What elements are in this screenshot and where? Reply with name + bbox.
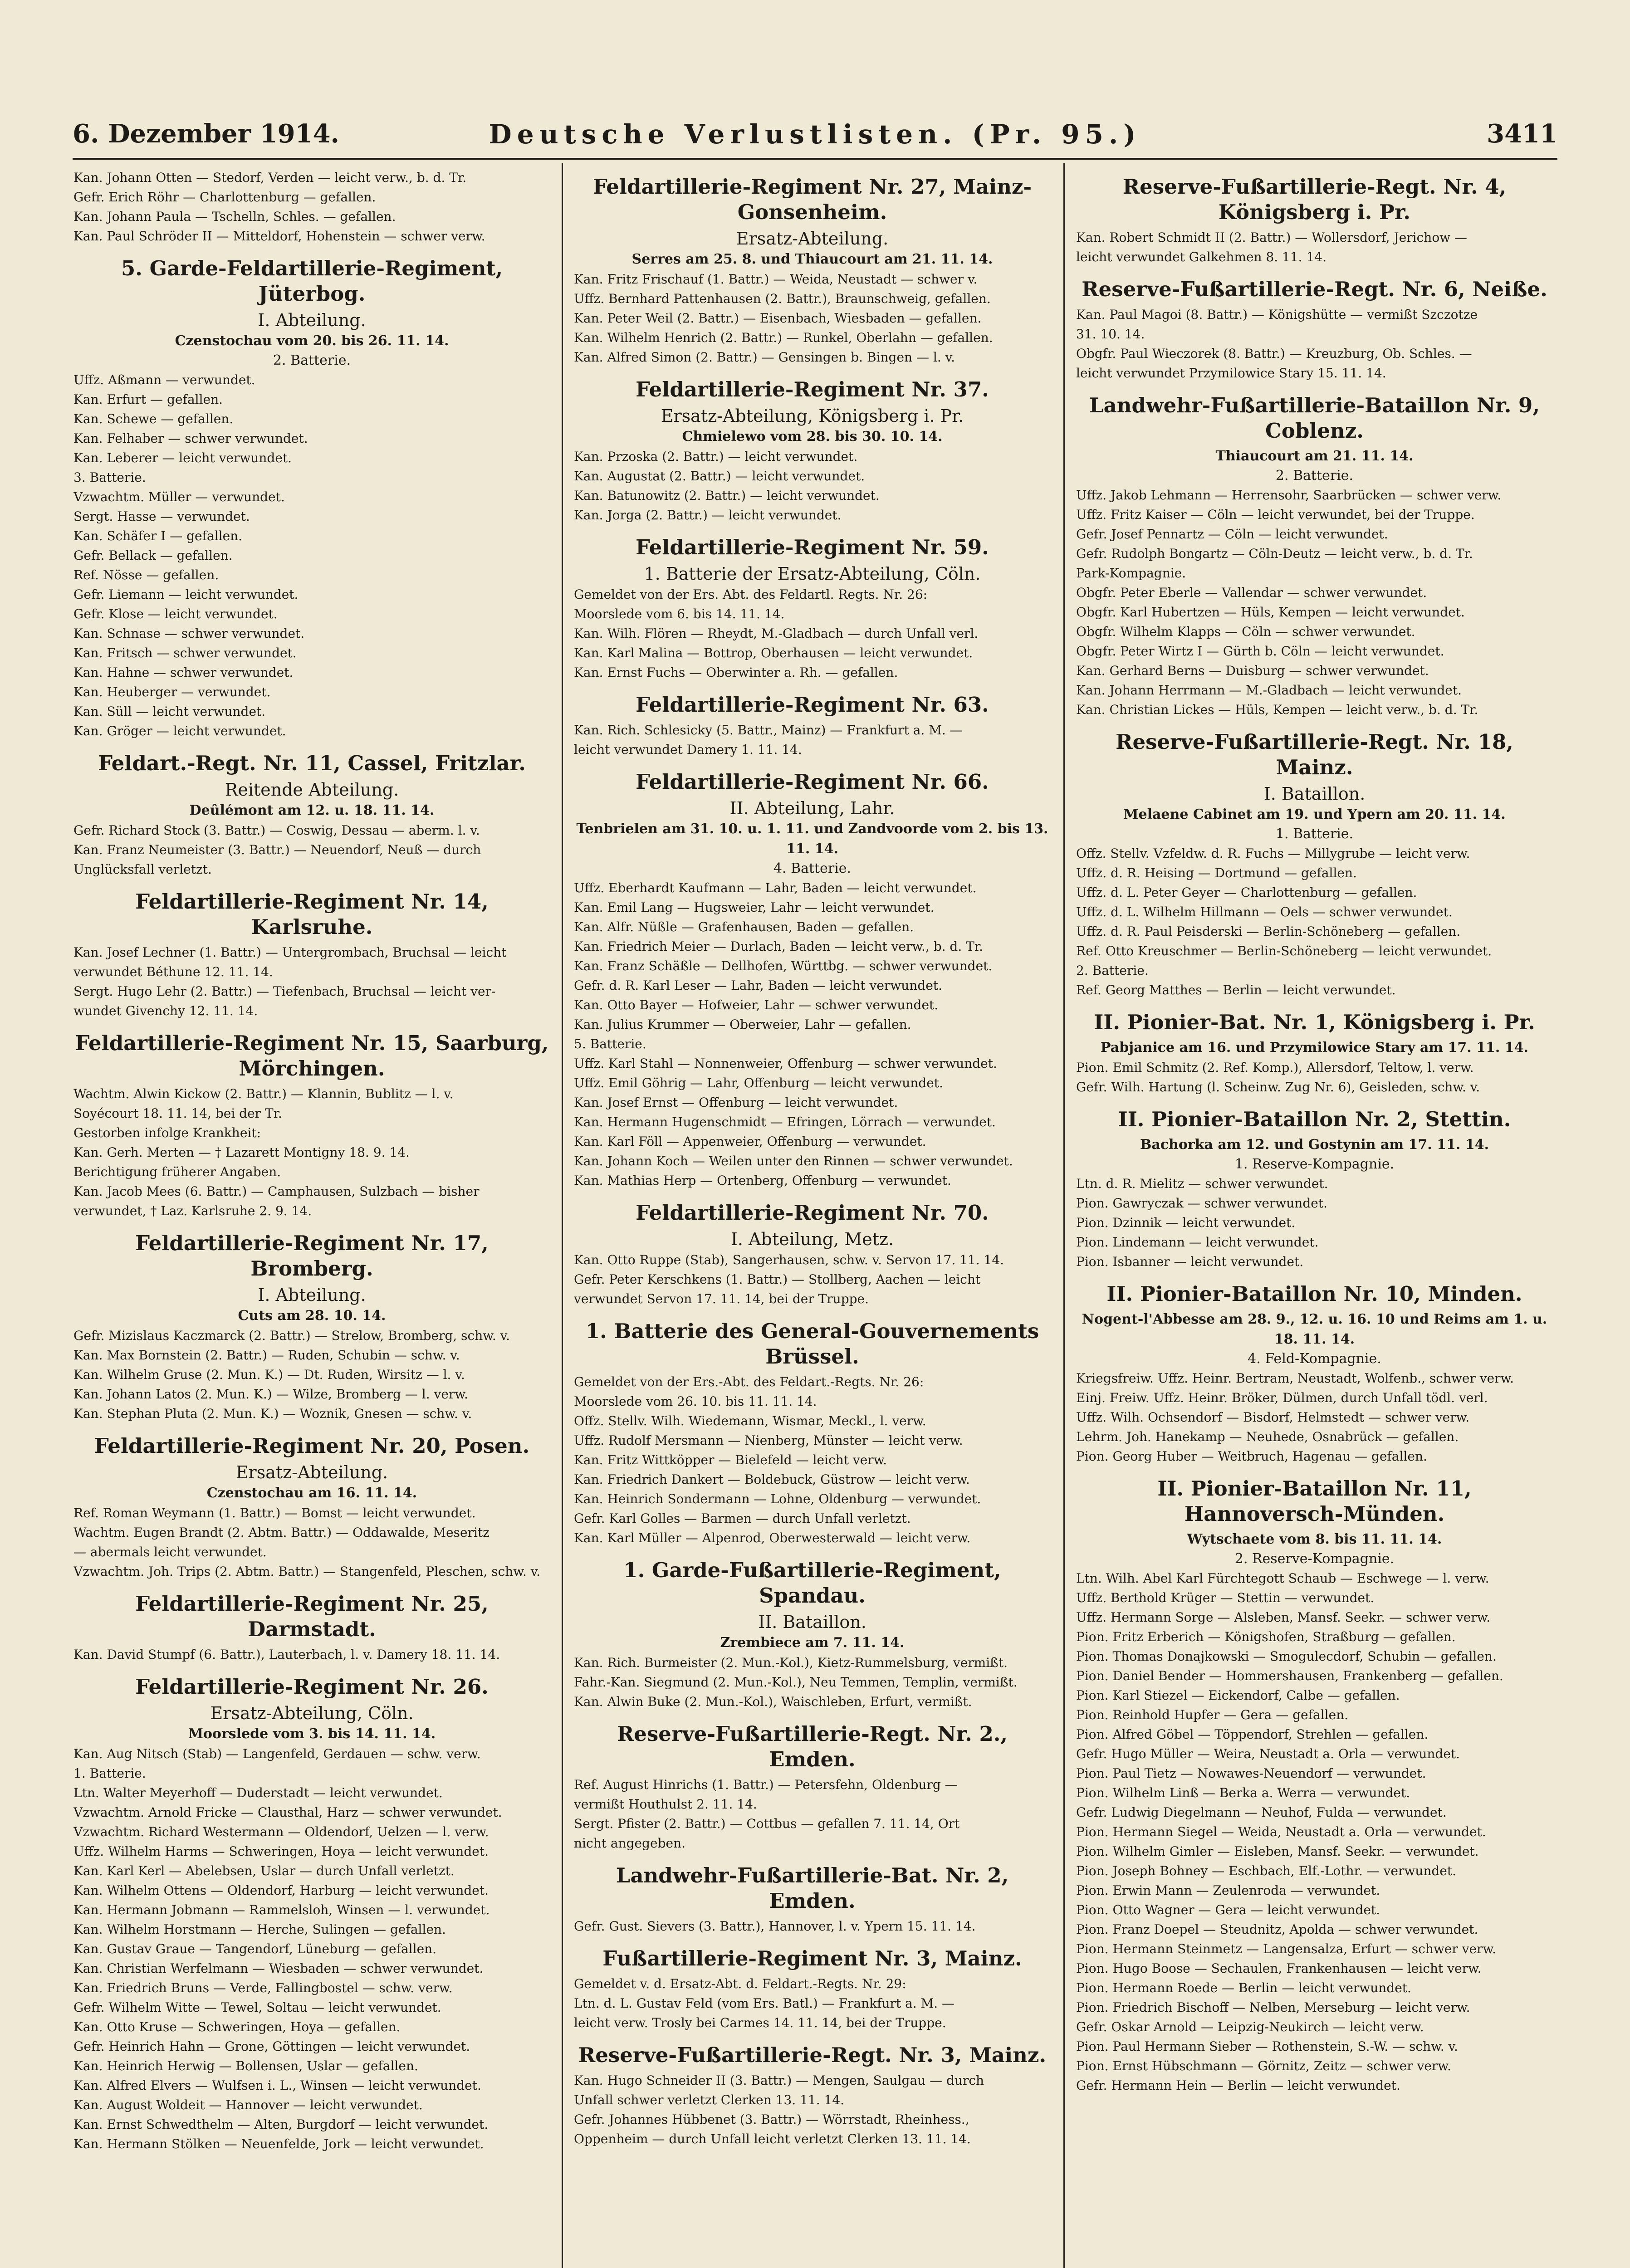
casualty-entry: Kan. Johann Latos (2. Mun. K.) — Wilze, Bromberg — l. verw. — [73, 1387, 468, 1402]
casualty-entry: Ref. Roman Weymann (1. Battr.) — Bomst — leicht verwundet. — [73, 1505, 476, 1520]
section-heading: Reserve-Fußartillerie-Regt. Nr. 3, Mainz. — [578, 2043, 1047, 2067]
section-date-line: Melaene Cabinet am 19. und Ypern am 20. 11. 14. — [1123, 807, 1506, 822]
casualty-entry: leicht verwundet Przymilowice Stary 15. 11. 14. — [1076, 366, 1386, 381]
battery-label: 2. Batterie. — [273, 352, 351, 368]
casualty-entry: verwundet Servon 17. 11. 14, bei der Truppe. — [574, 1291, 869, 1306]
casualty-entry: Pion. Georg Huber — Weitbruch, Hagenau — gefallen. — [1076, 1449, 1427, 1464]
casualty-entry: Kan. August Woldeit — Hannover — leicht verwundet. — [73, 2097, 423, 2112]
casualty-entry: Kan. Augustat (2. Battr.) — leicht verwundet. — [574, 469, 865, 484]
casualty-entry: Pion. Reinhold Hupfer — Gera — gefallen. — [1076, 1707, 1349, 1722]
casualty-entry: Gefr. Heinrich Hahn — Grone, Göttingen — leicht verwundet. — [73, 2039, 470, 2054]
regiment-section — [1075, 1010, 1554, 1097]
casualty-entry: Obgfr. Karl Hubertzen — Hüls, Kempen — leicht verwundet. — [1076, 605, 1465, 620]
casualty-entry: Kan. Josef Ernst — Offenburg — leicht verwundet. — [574, 1095, 898, 1110]
casualty-entry: Uffz. Fritz Kaiser — Cöln — leicht verwundet, bei der Truppe. — [1076, 507, 1475, 522]
section-date-line: Chmielewo vom 28. bis 30. 10. 14. — [682, 429, 943, 445]
casualty-entry: Kan. Erfurt — gefallen. — [73, 392, 223, 407]
casualty-entry: Ref. Otto Kreuschmer — Berlin-Schöneberg — leicht verwundet. — [1076, 943, 1492, 958]
casualty-entry: Pion. Paul Hermann Sieber — Rothenstein, S.-W. — schw. v. — [1076, 2039, 1458, 2054]
section-heading: Reserve-Fußartillerie-Regt. Nr. 6, Neiße. — [1082, 277, 1547, 301]
casualty-entry: Kan. Hermann Jobmann — Rammelsloh, Winsen — l. verwundet. — [73, 1902, 490, 1917]
section-date-line: Cuts am 28. 10. 14. — [238, 1308, 386, 1324]
casualty-entry: Pion. Isbanner — leicht verwundet. — [1076, 1254, 1304, 1269]
casualty-entry: Gefr. Karl Golles — Barmen — durch Unfall verletzt. — [574, 1511, 911, 1526]
casualty-entry: Uffz. d. R. Heising — Dortmund — gefallen. — [1076, 865, 1357, 880]
casualty-entry: Kan. Johann Paula — Tschelln, Schles. — gefallen. — [73, 209, 396, 224]
casualty-entry: Kan. Karl Malina — Bottrop, Oberhausen — leicht verwundet. — [574, 645, 973, 660]
section-heading: Landwehr-Fußartillerie-Bataillon Nr. 9, Coblenz. — [1089, 393, 1540, 443]
casualty-entry: Kan. Ernst Fuchs — Oberwinter a. Rh. — gefallen. — [574, 665, 898, 680]
section-date-line: Deûlémont am 12. u. 18. 11. 14. — [189, 802, 435, 818]
casualty-entry: Gefr. Johannes Hübbenet (3. Battr.) — Wörrstadt, Rheinhess., — [574, 2112, 969, 2127]
casualty-entry: Unglücksfall verletzt. — [73, 862, 212, 877]
regiment-section — [1075, 393, 1554, 719]
casualty-entry: Obgfr. Peter Wirtz I — Gürth b. Cöln — leicht verwundet. — [1076, 644, 1444, 659]
casualty-entry: Uffz. Karl Stahl — Nonnenweier, Offenburg — schwer verwundet. — [574, 1056, 997, 1071]
section-heading: 1. Garde-Fußartillerie-Regiment, Spandau. — [623, 1558, 1001, 1608]
casualty-entry: Pion. Wilhelm Linß — Berka a. Werra — verwundet. — [1076, 1785, 1410, 1800]
casualty-entry: Kan. Gröger — leicht verwundet. — [73, 723, 286, 738]
casualty-entry: Uffz. d. R. Paul Peisderski — Berlin-Schöneberg — gefallen. — [1076, 924, 1461, 939]
casualty-entry: Pion. Otto Wagner — Gera — leicht verwundet. — [1076, 1902, 1380, 1917]
casualty-entry: Gefr. Wilhelm Witte — Tewel, Soltau — leicht verwundet. — [73, 2000, 441, 2015]
casualty-entry: Wachtm. Eugen Brandt (2. Abtm. Battr.) — Oddawalde, Meseritz — [73, 1525, 489, 1540]
casualty-entry: Kan. Batunowitz (2. Battr.) — leicht verwundet. — [574, 488, 880, 503]
casualty-entry: Uffz. Wilh. Ochsendorf — Bisdorf, Helmstedt — schwer verw. — [1076, 1410, 1470, 1425]
casualty-entry: wundet Givenchy 12. 11. 14. — [73, 1003, 258, 1018]
casualty-entry: Pion. Hugo Boose — Sechaulen, Frankenhausen — leicht verw. — [1076, 1961, 1482, 1976]
casualty-entry: Kan. Fritz Wittköpper — Bielefeld — leicht verw. — [574, 1452, 887, 1467]
casualty-entry: Kan. Jacob Mees (6. Battr.) — Camphausen, Sulzbach — bisher — [73, 1184, 480, 1199]
casualty-entry: Kan. Julius Krummer — Oberweier, Lahr — gefallen. — [574, 1017, 911, 1032]
casualty-entry: Kan. Karl Kerl — Abelebsen, Uslar — durch Unfall verletzt. — [73, 1863, 455, 1878]
casualty-entry: Kan. Christian Werfelmann — Wiesbaden — schwer verwundet. — [73, 1961, 484, 1976]
section-heading: Feldartillerie-Regiment Nr. 59. — [636, 535, 989, 559]
casualty-entry: Kan. Ernst Schwedthelm — Alten, Burgdorf — leicht verwundet. — [73, 2117, 489, 2132]
casualty-entry: Uffz. Aßmann — verwundet. — [73, 372, 255, 387]
casualty-entry: Kan. Otto Kruse — Schweringen, Hoya — gefallen. — [73, 2019, 401, 2034]
casualty-entry: Uffz. Wilhelm Harms — Schweringen, Hoya — leicht verwundet. — [73, 1844, 489, 1859]
casualty-entry: Kan. Gustav Graue — Tangendorf, Lüneburg — gefallen. — [73, 1941, 437, 1956]
casualty-entry: Berichtigung früherer Angaben. — [73, 1164, 281, 1179]
casualty-entry: Kan. Alfred Elvers — Wulfsen i. L., Winsen — leicht verwundet. — [73, 2078, 481, 2093]
casualty-entry: Kan. Otto Bayer — Hofweier, Lahr — schwer verwundet. — [574, 997, 939, 1012]
section-heading: 5. Garde-Feldartillerie-Regiment, Jüterbog. — [121, 256, 503, 306]
regiment-section — [573, 377, 1052, 525]
casualty-entry: Pion. Thomas Donajkowski — Smogulecdorf, Schubin — gefallen. — [1076, 1649, 1497, 1664]
regiment-section — [573, 692, 1052, 759]
section-subheading: II. Abteilung, Lahr. — [729, 798, 895, 818]
casualty-entry: Pion. Wilhelm Gimler — Eisleben, Mansf. Seekr. — verwundet. — [1076, 1844, 1479, 1859]
issue-number: (Pr. 95.) — [972, 119, 1141, 150]
section-date-line: Wytschaete vom 8. bis 11. 11. 14. — [1187, 1531, 1442, 1547]
section-subheading: Ersatz-Abteilung, Cöln. — [210, 1703, 414, 1723]
section-date-line: Moorslede vom 3. bis 14. 11. 14. — [188, 1726, 436, 1742]
casualty-entry: Pion. Ernst Hübschmann — Görnitz, Zeitz — schwer verw. — [1076, 2058, 1451, 2073]
casualty-entry: verwundet Béthune 12. 11. 14. — [73, 964, 273, 979]
regiment-section — [573, 174, 1052, 367]
casualty-entry: Uffz. Eberhardt Kaufmann — Lahr, Baden — leicht verwundet. — [574, 880, 977, 895]
section-date-line: Serres am 25. 8. und Thiaucourt am 21. 11. 14. — [631, 251, 993, 267]
casualty-entry: Soyécourt 18. 11. 14, bei der Tr. — [73, 1106, 282, 1121]
casualty-entry: Kan. Franz Neumeister (3. Battr.) — Neuendorf, Neuß — durch — [73, 842, 481, 857]
section-heading: Feldartillerie-Regiment Nr. 25, Darmstadt. — [135, 1592, 489, 1641]
casualty-entry: Kan. Friedrich Meier — Durlach, Baden — leicht verw., b. d. Tr. — [574, 939, 984, 954]
casualty-entry: Moorslede vom 6. bis 14. 11. 14. — [574, 606, 785, 621]
casualty-entry: Gefr. d. R. Karl Leser — Lahr, Baden — leicht verwundet. — [574, 978, 942, 993]
casualty-entry: Pion. Friedrich Bischoff — Nelben, Merseburg — leicht verw. — [1076, 2000, 1470, 2015]
casualty-entry: Gestorben infolge Krankheit: — [73, 1125, 261, 1140]
casualty-entry: Wachtm. Alwin Kickow (2. Battr.) — Klannin, Bublitz — l. v. — [73, 1086, 454, 1101]
casualty-entry: Fahr.-Kan. Siegmund (2. Mun.-Kol.), Neu Temmen, Templin, vermißt. — [574, 1675, 1018, 1690]
section-subheading: I. Abteilung. — [258, 310, 366, 330]
casualty-entry: Kan. Wilhelm Ottens — Oldendorf, Harburg — leicht verwundet. — [73, 1883, 489, 1898]
casualty-entry: Kan. Christian Lickes — Hüls, Kempen — leicht verw., b. d. Tr. — [1076, 702, 1478, 717]
casualty-entry: Pion. Hermann Siegel — Weida, Neustadt a. Orla — verwundet. — [1076, 1824, 1486, 1839]
casualty-entry: Gefr. Hugo Müller — Weira, Neustadt a. Orla — verwundet. — [1076, 1746, 1460, 1761]
section-heading: Reserve-Fußartillerie-Regt. Nr. 2., Emden. — [617, 1722, 1008, 1771]
casualty-entry: Kan. Josef Lechner (1. Battr.) — Untergrombach, Bruchsal — leicht — [73, 945, 507, 960]
regiment-section — [73, 1433, 551, 1581]
casualty-entry: Pion. Alfred Göbel — Töppendorf, Strehlen — gefallen. — [1076, 1727, 1429, 1742]
casualty-entry: leicht verw. Trosly bei Carmes 14. 11. 14, bei der Truppe. — [574, 2015, 946, 2030]
section-heading: Feldartillerie-Regiment Nr. 70. — [636, 1201, 989, 1225]
regiment-section — [1075, 729, 1554, 1000]
casualty-entry: Kan. Rich. Schlesicky (5. Battr., Mainz) — Frankfurt a. M. — — [574, 723, 963, 738]
section-heading: Feldartillerie-Regiment Nr. 63. — [636, 693, 989, 717]
casualty-entry: Kan. Johann Koch — Weilen unter den Rinnen — schwer verwundet. — [574, 1154, 1013, 1168]
section-date-line: Czenstochau am 16. 11. 14. — [206, 1485, 417, 1501]
casualty-entry: vermißt Houthulst 2. 11. 14. — [574, 1797, 757, 1812]
regiment-section — [1075, 277, 1554, 383]
casualty-entry: Kan. Przoska (2. Battr.) — leicht verwundet. — [574, 449, 858, 464]
battery-label: 2. Batterie. — [1275, 468, 1354, 484]
section-heading: II. Pionier-Bataillon Nr. 2, Stettin. — [1118, 1107, 1511, 1131]
casualty-entry: Unfall schwer verletzt Clerken 13. 11. 14. — [574, 2092, 845, 2107]
casualty-entry: Vzwachtm. Müller — verwundet. — [73, 489, 285, 504]
casualty-entry: Kan. Jorga (2. Battr.) — leicht verwundet. — [574, 508, 842, 523]
section-heading: Feldartillerie-Regiment Nr. 20, Posen. — [94, 1434, 530, 1458]
header-rule — [73, 158, 1557, 160]
casualty-entry: Kan. Wilh. Flören — Rheydt, M.-Gladbach — durch Unfall verl. — [574, 626, 979, 641]
section-heading: Feldartillerie-Regiment Nr. 26. — [135, 1675, 489, 1699]
section-subheading: Ersatz-Abteilung. — [736, 229, 889, 249]
battery-label: 4. Batterie. — [773, 860, 852, 876]
regiment-section — [573, 1319, 1052, 1548]
section-heading: Landwehr-Fußartillerie-Bat. Nr. 2, Emden. — [616, 1863, 1009, 1913]
casualty-entry: Pion. Joseph Bohney — Eschbach, Elf.-Lothr. — verwundet. — [1076, 1863, 1457, 1878]
section-heading: Feldartillerie-Regiment Nr. 14, Karlsruhe. — [135, 890, 489, 939]
column-left — [73, 168, 551, 2268]
casualty-entry: Gefr. Bellack — gefallen. — [73, 548, 233, 563]
regiment-section — [1075, 1107, 1554, 1271]
casualty-entry: Pion. Daniel Bender — Hommershausen, Frankenberg — gefallen. — [1076, 1668, 1503, 1683]
casualty-entry: Kan. Johann Herrmann — M.-Gladbach — leicht verwundet. — [1076, 683, 1462, 698]
casualty-entry: Gemeldet von der Ers. Abt. des Feldartl. Regts. Nr. 26: — [574, 587, 928, 602]
casualty-entry: 2. Batterie. — [1076, 963, 1149, 978]
section-heading: Fußartillerie-Regiment Nr. 3, Mainz. — [602, 1946, 1022, 1970]
casualty-entry: Sergt. Pfister (2. Battr.) — Cottbus — gefallen 7. 11. 14, Ort — [574, 1816, 960, 1831]
casualty-entry: 5. Batterie. — [574, 1036, 646, 1051]
section-date-line: Zrembiece am 7. 11. 14. — [720, 1635, 905, 1651]
section-subheading: Ersatz-Abteilung, Königsberg i. Pr. — [661, 406, 964, 426]
section-heading: Feldartillerie-Regiment Nr. 15, Saarburg, Mörchingen. — [75, 1031, 549, 1080]
section-date-line: Tenbrielen am 31. 10. u. 1. 11. und Zandvoorde vom 2. bis 13. 11. 14. — [576, 821, 1048, 857]
casualty-entry: Uffz. d. L. Wilhelm Hillmann — Oels — schwer verwundet. — [1076, 904, 1453, 919]
casualty-entry: nicht angegeben. — [574, 1836, 685, 1851]
casualty-entry: Kan. Peter Weil (2. Battr.) — Eisenbach, Wiesbaden — gefallen. — [574, 311, 982, 326]
casualty-entry: Kan. Paul Magoi (8. Battr.) — Königshütte — vermißt Szczotze — [1076, 307, 1478, 322]
casualty-entry: Gefr. Mizislaus Kaczmarck (2. Battr.) — Strelow, Bromberg, schw. v. — [73, 1328, 510, 1343]
battery-label: 2. Reserve-Kompagnie. — [1234, 1551, 1395, 1567]
casualty-entry: Uffz. d. L. Peter Geyer — Charlottenburg — gefallen. — [1076, 885, 1417, 900]
casualty-entry: Kan. Max Bornstein (2. Battr.) — Ruden, Schubin — schw. v. — [73, 1348, 460, 1363]
casualty-entry: Kan. Paul Schröder II — Mitteldorf, Hohenstein — schwer verw. — [73, 229, 485, 244]
casualty-entry: Sergt. Hasse — verwundet. — [73, 509, 250, 524]
casualty-entry: — abermals leicht verwundet. — [73, 1545, 267, 1559]
section-heading: Feldartillerie-Regiment Nr. 66. — [636, 770, 989, 794]
section-subheading: Ersatz-Abteilung. — [235, 1462, 388, 1482]
section-heading: Feldartillerie-Regiment Nr. 37. — [636, 377, 989, 401]
casualty-entry: Kan. Schnase — schwer verwundet. — [73, 626, 305, 641]
casualty-entry: leicht verwundet Damery 1. 11. 14. — [574, 742, 802, 757]
section-heading: II. Pionier-Bataillon Nr. 10, Minden. — [1106, 1282, 1522, 1306]
casualty-entry: Pion. Emil Schmitz (2. Ref. Komp.), Allersdorf, Teltow, l. verw. — [1076, 1060, 1474, 1075]
casualty-entry: Pion. Karl Stiezel — Eickendorf, Calbe — gefallen. — [1076, 1688, 1400, 1703]
casualty-entry: Lehrm. Joh. Hanekamp — Neuhede, Osnabrück — gefallen. — [1076, 1429, 1459, 1444]
casualty-entry: Gefr. Ludwig Diegelmann — Neuhof, Fulda — verwundet. — [1076, 1805, 1447, 1820]
casualty-entry: Ltn. Walter Meyerhoff — Duderstadt — leicht verwundet. — [73, 1785, 443, 1800]
casualty-entry: Ltn. d. L. Gustav Feld (vom Ers. Batl.) — Frankfurt a. M. — — [574, 1996, 955, 2011]
casualty-entry: Kan. Aug Nitsch (Stab) — Langenfeld, Gerdauen — schw. verw. — [73, 1746, 481, 1761]
casualty-entry: Gemeldet von der Ers.-Abt. des Feldart.-Regts. Nr. 26: — [574, 1374, 924, 1389]
casualty-entry: Kan. Heinrich Herwig — Bollensen, Uslar — gefallen. — [73, 2058, 418, 2073]
casualty-entry: Uffz. Bernhard Pattenhausen (2. Battr.), Braunschweig, gefallen. — [574, 291, 991, 306]
section-date-line: Pabjanice am 16. und Przymilowice Stary am 17. 11. 14. — [1101, 1040, 1528, 1056]
battery-label: 4. Feld-Kompagnie. — [1248, 1351, 1381, 1367]
section-subheading: I. Abteilung. — [258, 1285, 366, 1305]
casualty-entry: Uffz. Rudolf Mersmann — Nienberg, Münster — leicht verw. — [574, 1433, 963, 1448]
casualty-entry: Kan. Robert Schmidt II (2. Battr.) — Wollersdorf, Jerichow — — [1076, 230, 1468, 245]
issue-date: 6. Dezember 1914. — [73, 119, 339, 149]
casualty-entry: Pion. Franz Doepel — Steudnitz, Apolda — schwer verwundet. — [1076, 1922, 1478, 1937]
casualty-entry: Kan. Otto Ruppe (Stab), Sangerhausen, schw. v. Servon 17. 11. 14. — [574, 1252, 1004, 1267]
page-number: 3411 — [1487, 119, 1557, 149]
section-subheading: I. Abteilung, Metz. — [730, 1229, 894, 1249]
casualty-entry: Oppenheim — durch Unfall leicht verletzt Clerken 13. 11. 14. — [574, 2131, 971, 2146]
regiment-section — [73, 889, 551, 1021]
casualty-entry: Park-Kompagnie. — [1076, 566, 1186, 581]
casualty-entry: Uffz. Berthold Krüger — Stettin — verwundet. — [1076, 1590, 1375, 1605]
casualty-entry: Pion. Hermann Roede — Berlin — leicht verwundet. — [1076, 1980, 1411, 1995]
casualty-entry: Kan. Emil Lang — Hugsweier, Lahr — leicht verwundet. — [574, 900, 935, 915]
casualty-entry: Ref. Georg Matthes — Berlin — leicht verwundet. — [1076, 982, 1396, 997]
casualty-entry: Gefr. Wilh. Hartung (l. Scheinw. Zug Nr. 6), Geisleden, schw. v. — [1076, 1080, 1480, 1095]
publication-title — [73, 119, 1557, 150]
casualty-entry: Kan. Schewe — gefallen. — [73, 411, 234, 426]
section-heading: Feldartillerie-Regiment Nr. 17, Bromberg. — [135, 1231, 489, 1281]
section-heading: Feldart.-Regt. Nr. 11, Cassel, Fritzlar. — [98, 751, 526, 775]
casualty-entry: 3. Batterie. — [73, 470, 146, 485]
section-heading: II. Pionier-Bataillon Nr. 11, Hannoversch-Münden. — [1157, 1476, 1472, 1526]
casualty-entry: Kan. Friedrich Bruns — Verde, Fallingbostel — schw. verw. — [73, 1980, 453, 1995]
regiment-section — [73, 1674, 551, 2154]
column-divider — [562, 163, 563, 2268]
casualty-entry: Kan. Schäfer I — gefallen. — [73, 528, 243, 543]
section-date-line: Thiaucourt am 21. 11. 14. — [1215, 448, 1414, 464]
casualty-entry: Vzwachtm. Richard Westermann — Oldendorf, Uelzen — l. verw. — [73, 1824, 489, 1839]
casualty-entry: Moorslede vom 26. 10. bis 11. 11. 14. — [574, 1394, 817, 1409]
casualty-entry: Kan. Gerh. Merten — † Lazarett Montigny 18. 9. 14. — [73, 1145, 410, 1160]
column-middle — [573, 168, 1052, 2268]
section-date-line: Czenstochau vom 20. bis 26. 11. 14. — [175, 333, 449, 349]
casualty-entry: Kan. Stephan Pluta (2. Mun. K.) — Woznik, Gnesen — schw. v. — [73, 1406, 472, 1421]
casualty-entry: Pion. Hermann Steinmetz — Langensalza, Erfurt — schwer verw. — [1076, 1941, 1496, 1956]
casualty-entry: Pion. Erwin Mann — Zeulenroda — verwundet. — [1076, 1883, 1380, 1898]
casualty-entry: Uffz. Hermann Sorge — Alsleben, Mansf. Seekr. — schwer verw. — [1076, 1610, 1491, 1625]
casualty-entry: Kan. Süll — leicht verwundet. — [73, 704, 266, 719]
regiment-section — [573, 2043, 1052, 2149]
section-date-line: Nogent-l'Abbesse am 28. 9., 12. u. 16. 10 und Reims am 1. u. 18. 11. 14. — [1082, 1311, 1547, 1347]
casualty-entry: Sergt. Hugo Lehr (2. Battr.) — Tiefenbach, Bruchsal — leicht ver- — [73, 984, 496, 999]
regiment-section — [573, 1721, 1052, 1853]
casualty-entry: Gefr. Klose — leicht verwundet. — [73, 606, 278, 621]
casualty-entry: Pion. Dzinnik — leicht verwundet. — [1076, 1215, 1296, 1230]
regiment-section — [73, 1231, 551, 1423]
casualty-entry: Ltn. d. R. Mielitz — schwer verwundet. — [1076, 1176, 1328, 1191]
section-heading: Reserve-Fußartillerie-Regt. Nr. 4, Königsberg i. Pr. — [1122, 175, 1507, 224]
casualty-entry: Kan. Wilhelm Gruse (2. Mun. K.) — Dt. Ruden, Wirsitz — l. v. — [73, 1367, 465, 1382]
casualty-entry: Kan. Fritsch — schwer verwundet. — [73, 645, 297, 660]
casualty-entry: Kan. Franz Schäßle — Dellhofen, Württbg. — schwer verwundet. — [574, 958, 993, 973]
section-subheading: II. Bataillon. — [758, 1612, 866, 1632]
casualty-entry: Gefr. Gust. Sievers (3. Battr.), Hannover, l. v. Ypern 15. 11. 14. — [574, 1919, 976, 1934]
casualty-entry: Kan. Alfred Simon (2. Battr.) — Gensingen b. Bingen — l. v. — [574, 350, 955, 365]
regiment-section — [73, 751, 551, 879]
regiment-section — [573, 1200, 1052, 1309]
regiment-section — [73, 1031, 551, 1221]
regiment-section — [573, 535, 1052, 682]
casualty-entry: Uffz. Emil Göhrig — Lahr, Offenburg — leicht verwundet. — [574, 1075, 943, 1090]
regiment-section — [573, 769, 1052, 1190]
regiment-section — [73, 256, 551, 741]
casualty-entry: Kan. Felhaber — schwer verwundet. — [73, 431, 308, 446]
section-heading: Reserve-Fußartillerie-Regt. Nr. 18, Mainz. — [1116, 730, 1513, 779]
casualty-entry: Vzwachtm. Arnold Fricke — Clausthal, Harz — schwer verwundet. — [73, 1805, 502, 1820]
casualty-entry: Gefr. Erich Röhr — Charlottenburg — gefallen. — [73, 190, 376, 205]
casualty-entry: Ref. August Hinrichs (1. Battr.) — Petersfehn, Oldenburg — — [574, 1777, 958, 1792]
page-header — [73, 119, 1557, 157]
casualty-entry: Kan. Hermann Hugenschmidt — Efringen, Lörrach — verwundet. — [574, 1114, 996, 1129]
section-heading: II. Pionier-Bat. Nr. 1, Königsberg i. Pr. — [1094, 1010, 1535, 1034]
casualty-entry: leicht verwundet Galkehmen 8. 11. 14. — [1076, 249, 1327, 264]
casualty-entry: Kan. Heinrich Sondermann — Lohne, Oldenburg — verwundet. — [574, 1491, 981, 1506]
casualty-entry: Kan. Wilhelm Henrich (2. Battr.) — Runkel, Oberlahn — gefallen. — [574, 330, 993, 345]
casualty-entry: Gefr. Peter Kerschkens (1. Battr.) — Stollberg, Aachen — leicht — [574, 1272, 981, 1287]
regiment-section — [1075, 1281, 1554, 1466]
casualty-entry: Ref. Nösse — gefallen. — [73, 567, 219, 582]
section-subheading: 1. Batterie der Ersatz-Abteilung, Cöln. — [644, 564, 981, 584]
casualty-entry: Kan. Karl Föll — Appenweier, Offenburg — verwundet. — [574, 1134, 926, 1149]
casualty-entry: Gefr. Liemann — leicht verwundet. — [73, 587, 299, 602]
regiment-section — [73, 1591, 551, 1664]
casualty-entry: Vzwachtm. Joh. Trips (2. Abtm. Battr.) — Stangenfeld, Pleschen, schw. v. — [73, 1564, 541, 1579]
battery-label: 1. Batterie. — [1275, 826, 1354, 842]
casualty-entry: Obgfr. Peter Eberle — Vallendar — schwer verwundet. — [1076, 585, 1427, 600]
casualty-entry: Pion. Lindemann — leicht verwundet. — [1076, 1235, 1319, 1250]
casualty-entry: Ltn. Wilh. Abel Karl Fürchtegott Schaub — Eschwege — l. verw. — [1076, 1571, 1489, 1586]
casualty-entry: Gefr. Richard Stock (3. Battr.) — Coswig, Dessau — aberm. l. v. — [73, 823, 480, 838]
section-heading: Feldartillerie-Regiment Nr. 27, Mainz-Gonsenheim. — [592, 175, 1032, 224]
column-right — [1075, 168, 1554, 2268]
casualty-entry: Gefr. Oskar Arnold — Leipzig-Neukirch — leicht verw. — [1076, 2019, 1424, 2034]
regiment-section — [1075, 174, 1554, 267]
regiment-section — [573, 1863, 1052, 1936]
column-divider — [1063, 163, 1065, 2268]
regiment-section — [73, 168, 551, 246]
casualty-entry: Gefr. Josef Pennartz — Cöln — leicht verwundet. — [1076, 527, 1388, 542]
casualty-entry: 1. Batterie. — [73, 1766, 146, 1781]
casualty-entry: Kan. Hermann Stölken — Neuenfelde, Jork — leicht verwundet. — [73, 2136, 484, 2151]
casualty-entry: Obgfr. Wilhelm Klapps — Cöln — schwer verwundet. — [1076, 624, 1415, 639]
casualty-entry: Kan. Mathias Herp — Ortenberg, Offenburg — verwundet. — [574, 1173, 951, 1188]
casualty-entry: Offz. Stellv. Wilh. Wiedemann, Wismar, Meckl., l. verw. — [574, 1413, 926, 1428]
casualty-entry: Einj. Freiw. Uffz. Heinr. Bröker, Dülmen, durch Unfall tödl. verl. — [1076, 1390, 1488, 1405]
battery-label: 1. Reserve-Kompagnie. — [1234, 1156, 1395, 1172]
casualty-entry: Kan. Heuberger — verwundet. — [73, 684, 271, 699]
casualty-entry: Kan. Leberer — leicht verwundet. — [73, 450, 292, 465]
section-heading: 1. Batterie des General-Gouvernements Brüssel. — [585, 1319, 1039, 1369]
casualty-entry: Gemeldet v. d. Ersatz-Abt. d. Feldart.-Regts. Nr. 29: — [574, 1976, 906, 1991]
casualty-entry: Kan. Wilhelm Horstmann — Herche, Sulingen — gefallen. — [73, 1922, 446, 1937]
casualty-entry: Kan. Hahne — schwer verwundet. — [73, 665, 294, 680]
title-text: Deutsche Verlustlisten. — [489, 119, 958, 150]
casualty-entry: Kan. Johann Otten — Stedorf, Verden — leicht verw., b. d. Tr. — [73, 170, 467, 185]
regiment-section — [1075, 1476, 1554, 2095]
casualty-entry: Uffz. Jakob Lehmann — Herrensohr, Saarbrücken — schwer verw. — [1076, 488, 1502, 503]
casualty-entry: Pion. Gawryczak — schwer verwundet. — [1076, 1196, 1327, 1211]
regiment-section — [573, 1558, 1052, 1711]
casualty-entry: Kan. Rich. Burmeister (2. Mun.-Kol.), Kietz-Rummelsburg, vermißt. — [574, 1655, 1008, 1670]
casualty-entry: Kriegsfreiw. Uffz. Heinr. Bertram, Neustadt, Wolfenb., schwer verw. — [1076, 1371, 1514, 1386]
section-date-line: Bachorka am 12. und Gostynin am 17. 11. 14. — [1140, 1137, 1489, 1153]
casualty-entry: Gefr. Rudolph Bongartz — Cöln-Deutz — leicht verw., b. d. Tr. — [1076, 546, 1473, 561]
casualty-entry: Kan. Gerhard Berns — Duisburg — schwer verwundet. — [1076, 663, 1429, 678]
casualty-entry: Pion. Paul Tietz — Nowawes-Neuendorf — verwundet. — [1076, 1766, 1426, 1781]
casualty-entry: Kan. Friedrich Dankert — Boldebuck, Güstrow — leicht verw. — [574, 1472, 970, 1487]
section-subheading: I. Bataillon. — [1263, 784, 1366, 804]
casualty-entry: Gefr. Hermann Hein — Berlin — leicht verwundet. — [1076, 2078, 1400, 2093]
casualty-entry: 31. 10. 14. — [1076, 327, 1145, 342]
casualty-entry: Kan. Karl Müller — Alpenrod, Oberwesterwald — leicht verw. — [574, 1530, 971, 1545]
casualty-entry: Kan. Hugo Schneider II (3. Battr.) — Mengen, Saulgau — durch — [574, 2073, 984, 2088]
casualty-entry: Kan. Alwin Buke (2. Mun.-Kol.), Waischleben, Erfurt, vermißt. — [574, 1694, 972, 1709]
section-subheading: Reitende Abteilung. — [225, 780, 399, 800]
casualty-entry: Kan. Alfr. Nüßle — Grafenhausen, Baden — gefallen. — [574, 919, 914, 934]
casualty-entry: verwundet, † Laz. Karlsruhe 2. 9. 14. — [73, 1203, 312, 1218]
casualty-entry: Pion. Fritz Erberich — Königshofen, Straßburg — gefallen. — [1076, 1629, 1456, 1644]
casualty-entry: Offz. Stellv. Vzfeldw. d. R. Fuchs — Millygrube — leicht verw. — [1076, 846, 1470, 861]
casualty-entry: Kan. David Stumpf (6. Battr.), Lauterbach, l. v. Damery 18. 11. 14. — [73, 1647, 500, 1662]
casualty-entry: Obgfr. Paul Wieczorek (8. Battr.) — Kreuzburg, Ob. Schles. — — [1076, 346, 1472, 361]
casualty-entry: Kan. Fritz Frischauf (1. Battr.) — Weida, Neustadt — schwer v. — [574, 272, 978, 287]
regiment-section — [573, 1946, 1052, 2033]
